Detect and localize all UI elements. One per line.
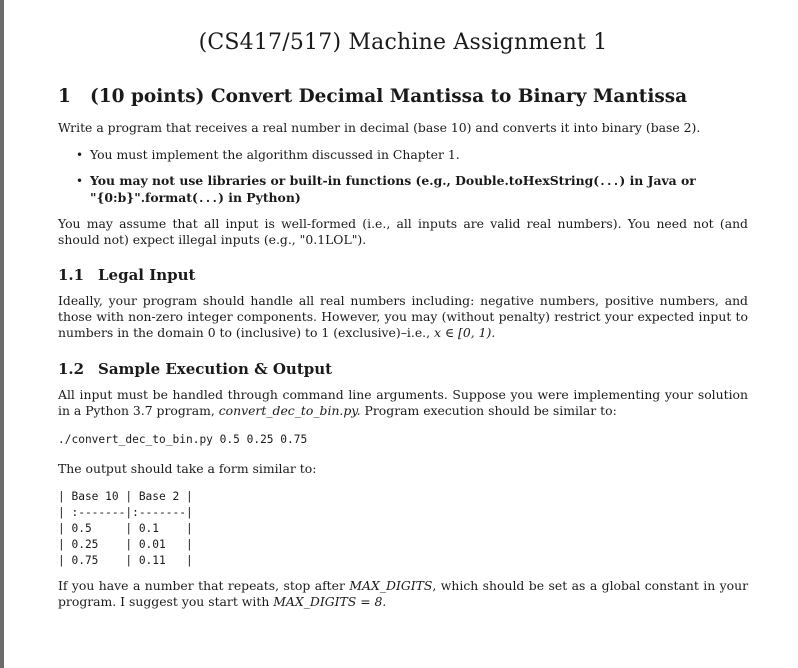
page-title: (CS417/517) Machine Assignment 1 bbox=[198, 30, 608, 55]
command-example: ./convert_dec_to_bin.py 0.5 0.25 0.75 bbox=[58, 433, 308, 446]
table-row: | 0.25 | 0.01 | bbox=[58, 538, 193, 551]
bullet-icon: • bbox=[76, 174, 84, 188]
table-row: | Base 10 | Base 2 | bbox=[58, 490, 193, 503]
intro-paragraph: Write a program that receives a real number in decimal (base 10) and converts it into binary (base 2). bbox=[58, 120, 701, 135]
legal-input-paragraph: Ideally, your program should handle all real numbers including: negative numbers, positive numbers, and those with non-zero integer components. However, you may (without penalty) restrict your expected input to numbers in the domain 0 to (inclusive) to 1 (exclusive)–i.e., x ∈ [0, 1). bbox=[58, 293, 748, 340]
list-item bbox=[76, 147, 736, 163]
table-row: | :-------|:-------| bbox=[58, 506, 193, 519]
window-left-edge bbox=[0, 0, 4, 668]
bullet-text: You must implement the algorithm discussed in Chapter 1. bbox=[90, 147, 460, 162]
bullet-text: You may not use libraries or built-in functions (e.g., Double.toHexString(...) in Java or "{0:b}".format(...) in Python) bbox=[90, 173, 696, 205]
section-title: (10 points) Convert Decimal Mantissa to Binary Mantissa bbox=[90, 86, 688, 107]
output-intro: The output should take a form similar to: bbox=[58, 461, 317, 476]
table-row: | 0.75 | 0.11 | bbox=[58, 554, 193, 567]
sample-execution-paragraph: All input must be handled through command line arguments. Suppose you were implementing your solution in a Python 3.7 program, convert_dec_to_bin.py. Program execution should be similar to: bbox=[58, 387, 748, 418]
subsection-1-1-heading bbox=[58, 266, 195, 284]
output-table bbox=[58, 489, 193, 569]
bullet-icon: • bbox=[76, 148, 84, 162]
list-item bbox=[76, 173, 736, 207]
section-1-heading bbox=[58, 86, 687, 107]
section-number: 1 bbox=[58, 86, 71, 107]
table-row: | 0.5 | 0.1 | bbox=[58, 522, 193, 535]
subsection-1-2-heading bbox=[58, 360, 332, 378]
subsection-title: Sample Execution & Output bbox=[98, 360, 333, 378]
subsection-number: 1.2 bbox=[58, 360, 85, 378]
assumption-paragraph: You may assume that all input is well-formed (i.e., all inputs are valid real numbers). You need not (and should not) expect illegal inputs (e.g., "0.1LOL"). bbox=[58, 216, 748, 247]
closing-paragraph: If you have a number that repeats, stop after MAX_DIGITS, which should be set as a global constant in your program. I suggest you start with MAX_DIGITS = 8. bbox=[58, 578, 748, 609]
subsection-title: Legal Input bbox=[98, 266, 196, 284]
subsection-number: 1.1 bbox=[58, 266, 85, 284]
